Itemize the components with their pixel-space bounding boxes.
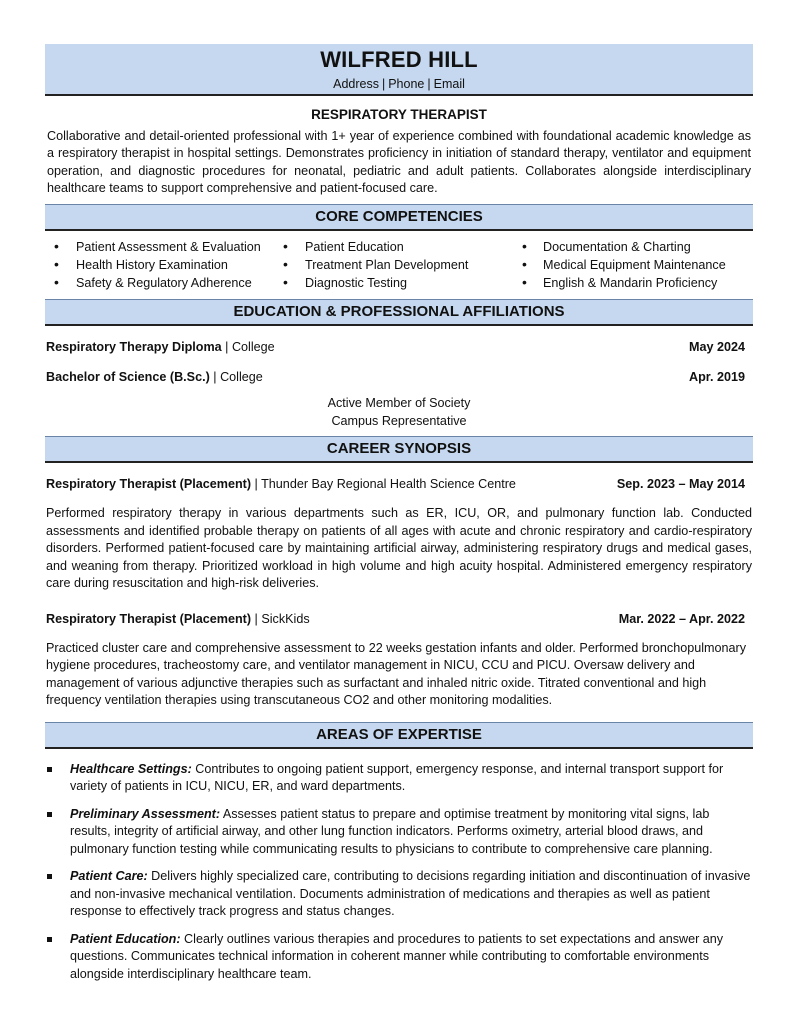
job-header-row: Respiratory Therapist (Placement) | SickKids Mar. 2022 – Apr. 2022	[46, 611, 745, 626]
square-bullet-icon	[47, 937, 52, 942]
competency-item: • Diagnostic Testing	[283, 274, 513, 292]
section-heading-expertise: AREAS OF EXPERTISE	[45, 722, 753, 749]
competency-item: • Patient Assessment & Evaluation	[45, 238, 283, 256]
contact-line	[45, 77, 753, 91]
job-title: RESPIRATORY THERAPIST	[311, 107, 487, 122]
expertise-label: Patient Education:	[70, 931, 181, 946]
contact-separator: |	[381, 77, 386, 91]
affiliation-item: Active Member of Society	[327, 396, 471, 411]
education-date: Apr. 2019	[688, 370, 745, 385]
job-description: Performed respiratory therapy in various departments such as ER, ICU, OR, and pulmonary function lab. Conducted assessments and identified probable therapy on patients of all ages with acute and chronic respiratory and cardio-respiratory disorders. Performed patient-focused care by maintaining artificial airway, administering respiratory drugs and medical gases, and weaning from therapy. Prioritized workload in high volume and high acuity hospital. Administered emergency respiratory care during resuscitation and high-risk deliveries.	[46, 506, 752, 591]
competency-item: • Patient Education	[283, 238, 513, 256]
competency-item: • Safety & Regulatory Adherence	[45, 274, 283, 292]
expertise-item	[45, 806, 753, 859]
job-header-row: Respiratory Therapist (Placement) | Thunder Bay Regional Health Science Centre Sep. 2023 – May 2014	[46, 477, 745, 492]
education-date: May 2024	[688, 340, 745, 355]
contact-separator: |	[427, 77, 431, 91]
competencies-grid	[45, 238, 753, 292]
competency-item: • Documentation & Charting	[513, 238, 753, 256]
expertise-item	[45, 868, 753, 921]
square-bullet-icon	[47, 874, 52, 879]
affiliation-item: Campus Representative	[331, 413, 467, 428]
expertise-text: Contributes to ongoing patient support, emergency response, and internal transport support for variety of patients in ICU, NICU, ER, and ward departments.	[70, 761, 724, 794]
school-name: College	[231, 340, 275, 355]
competency-item: • Medical Equipment Maintenance	[513, 256, 753, 274]
affiliations	[45, 395, 753, 430]
degree-name: Bachelor of Science (B.Sc.)	[46, 370, 210, 385]
competencies-column-2	[283, 238, 513, 292]
contact-phone: Phone	[388, 77, 425, 91]
section-heading-career: CAREER SYNOPSIS	[45, 436, 753, 463]
degree-name: Respiratory Therapy Diploma	[46, 340, 222, 355]
contact-email: Email	[433, 77, 465, 91]
education-row: Bachelor of Science (B.Sc.) | College Apr. 2019	[46, 370, 745, 385]
competency-item: • English & Mandarin Proficiency	[513, 274, 753, 292]
header-band	[45, 44, 753, 96]
candidate-name: WILFRED HILL	[320, 47, 478, 72]
square-bullet-icon	[47, 812, 52, 817]
education-row: Respiratory Therapy Diploma | College May 2024	[46, 340, 745, 355]
expertise-text: Delivers highly specialized care, contributing to decisions regarding initiation and discontinuation of invasive and non-invasive mechanical ventilation. Documents administration of medications and therapies as well as patient response to effectively track progress and status changes.	[70, 869, 751, 919]
section-heading-education: EDUCATION & PROFESSIONAL AFFILIATIONS	[45, 299, 753, 326]
job-dates: Mar. 2022 – Apr. 2022	[618, 611, 745, 626]
expertise-text: Clearly outlines various therapies and procedures to patients to set expectations and answer any questions. Communicates technical information in coherent manner while contributing to comfortable environments alongside interdisciplinary healthcare team.	[70, 931, 724, 981]
expertise-item	[45, 761, 753, 796]
job-role: Respiratory Therapist (Placement)	[46, 477, 252, 492]
competencies-column-1	[45, 238, 283, 292]
job-dates: Sep. 2023 – May 2014	[616, 477, 745, 492]
expertise-text: Assesses patient status to prepare and optimise treatment by monitoring vital signs, lab results, integrity of artificial airway, and other lung function indicators. Performs oximetry, arterial blood draws, and pulmonary function testing while communicating results to physicians to contribute to comprehensive care planning.	[70, 806, 713, 856]
section-heading-competencies: CORE COMPETENCIES	[45, 204, 753, 231]
expertise-item	[45, 931, 753, 984]
expertise-list	[45, 761, 753, 984]
square-bullet-icon	[47, 767, 52, 772]
summary-paragraph: Collaborative and detail-oriented professional with 1+ year of experience combined with foundational academic knowledge as a respiratory therapist in hospital settings. Demonstrates proficiency in initiation of standard therapy, ventilator and equipment operation, and diagnostic procedures for neonatal, pediatric and adult patients. Collaborates alongside interdisciplinary healthcare teams to support comprehensive and patient-focused care.	[47, 129, 751, 195]
job-organization: SickKids	[261, 611, 310, 626]
expertise-label: Patient Care:	[70, 869, 148, 884]
job-description: Practiced cluster care and comprehensive assessment to 22 weeks gestation infants and older. Performed bronchopulmonary hygiene procedures, tracheostomy care, and ventilator management in NICU, CCU and PICU. Oversaw delivery and management of various adjunctive therapies such as surfactant and inhaled nitric oxide. Titrated conventional and high frequency ventilation therapies using transcutaneous CO2 and other monitoring modalities.	[46, 640, 747, 708]
competency-item: • Treatment Plan Development	[283, 256, 513, 274]
expertise-label: Preliminary Assessment:	[70, 806, 221, 821]
competencies-column-3	[513, 238, 753, 292]
competency-item: • Health History Examination	[45, 256, 283, 274]
expertise-label: Healthcare Settings:	[70, 761, 192, 776]
school-name: College	[220, 370, 263, 385]
resume-page	[45, 44, 753, 993]
job-organization: Thunder Bay Regional Health Science Centre	[261, 477, 516, 492]
job-role: Respiratory Therapist (Placement)	[46, 611, 252, 626]
contact-address: Address	[333, 77, 379, 91]
